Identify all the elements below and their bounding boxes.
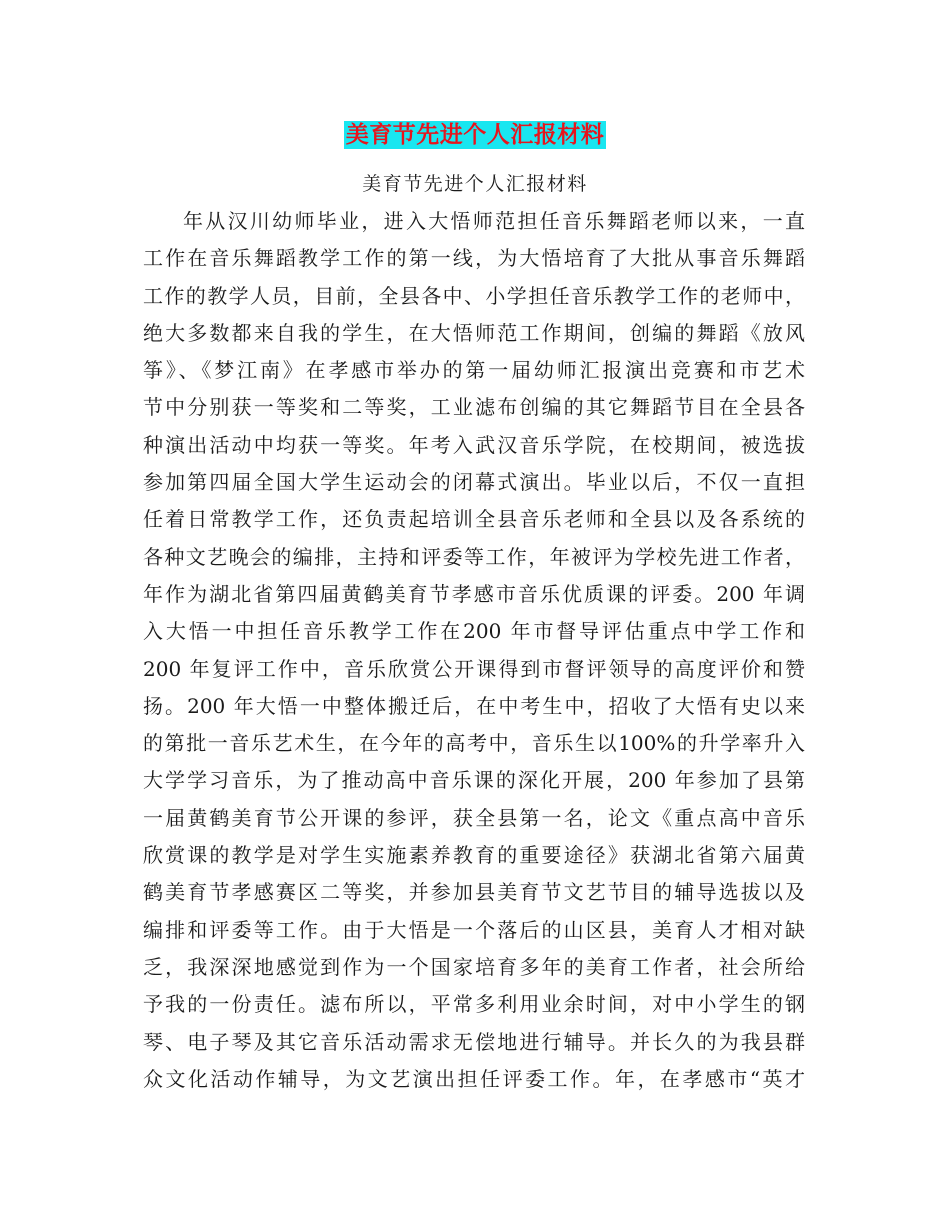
body-line: 大学学习音乐，为了推动高中音乐课的深化开展，200 年参加了县第 <box>143 768 805 793</box>
body-line: 种演出活动中均获一等奖。年考入武汉音乐学院，在校期间，被选拔 <box>143 432 805 457</box>
body-line: 编排和评委等工作。由于大悟是一个落后的山区县，美育人才相对缺 <box>143 917 805 942</box>
body-line: 琴、电子琴及其它音乐活动需求无偿地进行辅导。并长久的为我县群 <box>143 1029 805 1054</box>
body-line: 绝大多数都来自我的学生，在大悟师范工作期间，创编的舞蹈《放风 <box>143 320 805 345</box>
body-line: 200 年复评工作中，音乐欣赏公开课得到市督评领导的高度评价和赞 <box>143 656 805 681</box>
body-line: 年作为湖北省第四届黄鹤美育节孝感市音乐优质课的评委。200 年调 <box>143 581 805 606</box>
body-line: 参加第四届全国大学生运动会的闭幕式演出。毕业以后，不仅一直担 <box>143 470 805 495</box>
body-line: 工作的教学人员，目前，全县各中、小学担任音乐教学工作的老师中， <box>143 283 805 308</box>
document-title-text: 美育节先进个人汇报材料 <box>345 122 605 148</box>
body-line: 入大悟一中担任音乐教学工作在200 年市督导评估重点中学工作和 <box>143 619 805 644</box>
body-line: 乏，我深深地感觉到作为一个国家培育多年的美育工作者，社会所给 <box>143 954 805 979</box>
body-line: 予我的一份责任。滤布所以，平常多利用业余时间，对中小学生的钢 <box>143 992 805 1017</box>
body-line: 各种文艺晚会的编排，主持和评委等工作，年被评为学校先进工作者， <box>143 544 805 569</box>
body-line: 的第批一音乐艺术生，在今年的高考中，音乐生以100%的升学率升入 <box>143 731 805 756</box>
body-line: 众文化活动作辅导，为文艺演出担任评委工作。年，在孝感市“英才 <box>143 1066 805 1091</box>
body-line: 欣赏课的教学是对学生实施素养教育的重要途径》获湖北省第六届黄 <box>143 843 805 868</box>
body-line: 工作在音乐舞蹈教学工作的第一线，为大悟培育了大批从事音乐舞蹈 <box>143 246 805 271</box>
body-line: 鹤美育节孝感赛区二等奖，并参加县美育节文艺节目的辅导选拔以及 <box>143 880 805 905</box>
document-body <box>143 203 805 1098</box>
body-line: 扬。200 年大悟一中整体搬迁后，在中考生中，招收了大悟有史以来 <box>143 693 805 718</box>
body-line: 节中分别获一等奖和二等奖，工业滤布创编的其它舞蹈节目在全县各 <box>143 395 805 420</box>
body-line: 筝》、《梦江南》在孝感市举办的第一届幼师汇报演出竞赛和市艺术 <box>143 358 805 383</box>
body-line: 一届黄鹤美育节公开课的参评，获全县第一名，论文《重点高中音乐 <box>143 805 805 830</box>
document-subtitle: 美育节先进个人汇报材料 <box>362 173 588 195</box>
body-line: 年从汉川幼师毕业，进入大悟师范担任音乐舞蹈老师以来，一直 <box>183 209 805 233</box>
body-line: 任着日常教学工作，还负责起培训全县音乐老师和全县以及各系统的 <box>143 507 805 532</box>
document-title <box>0 112 950 150</box>
